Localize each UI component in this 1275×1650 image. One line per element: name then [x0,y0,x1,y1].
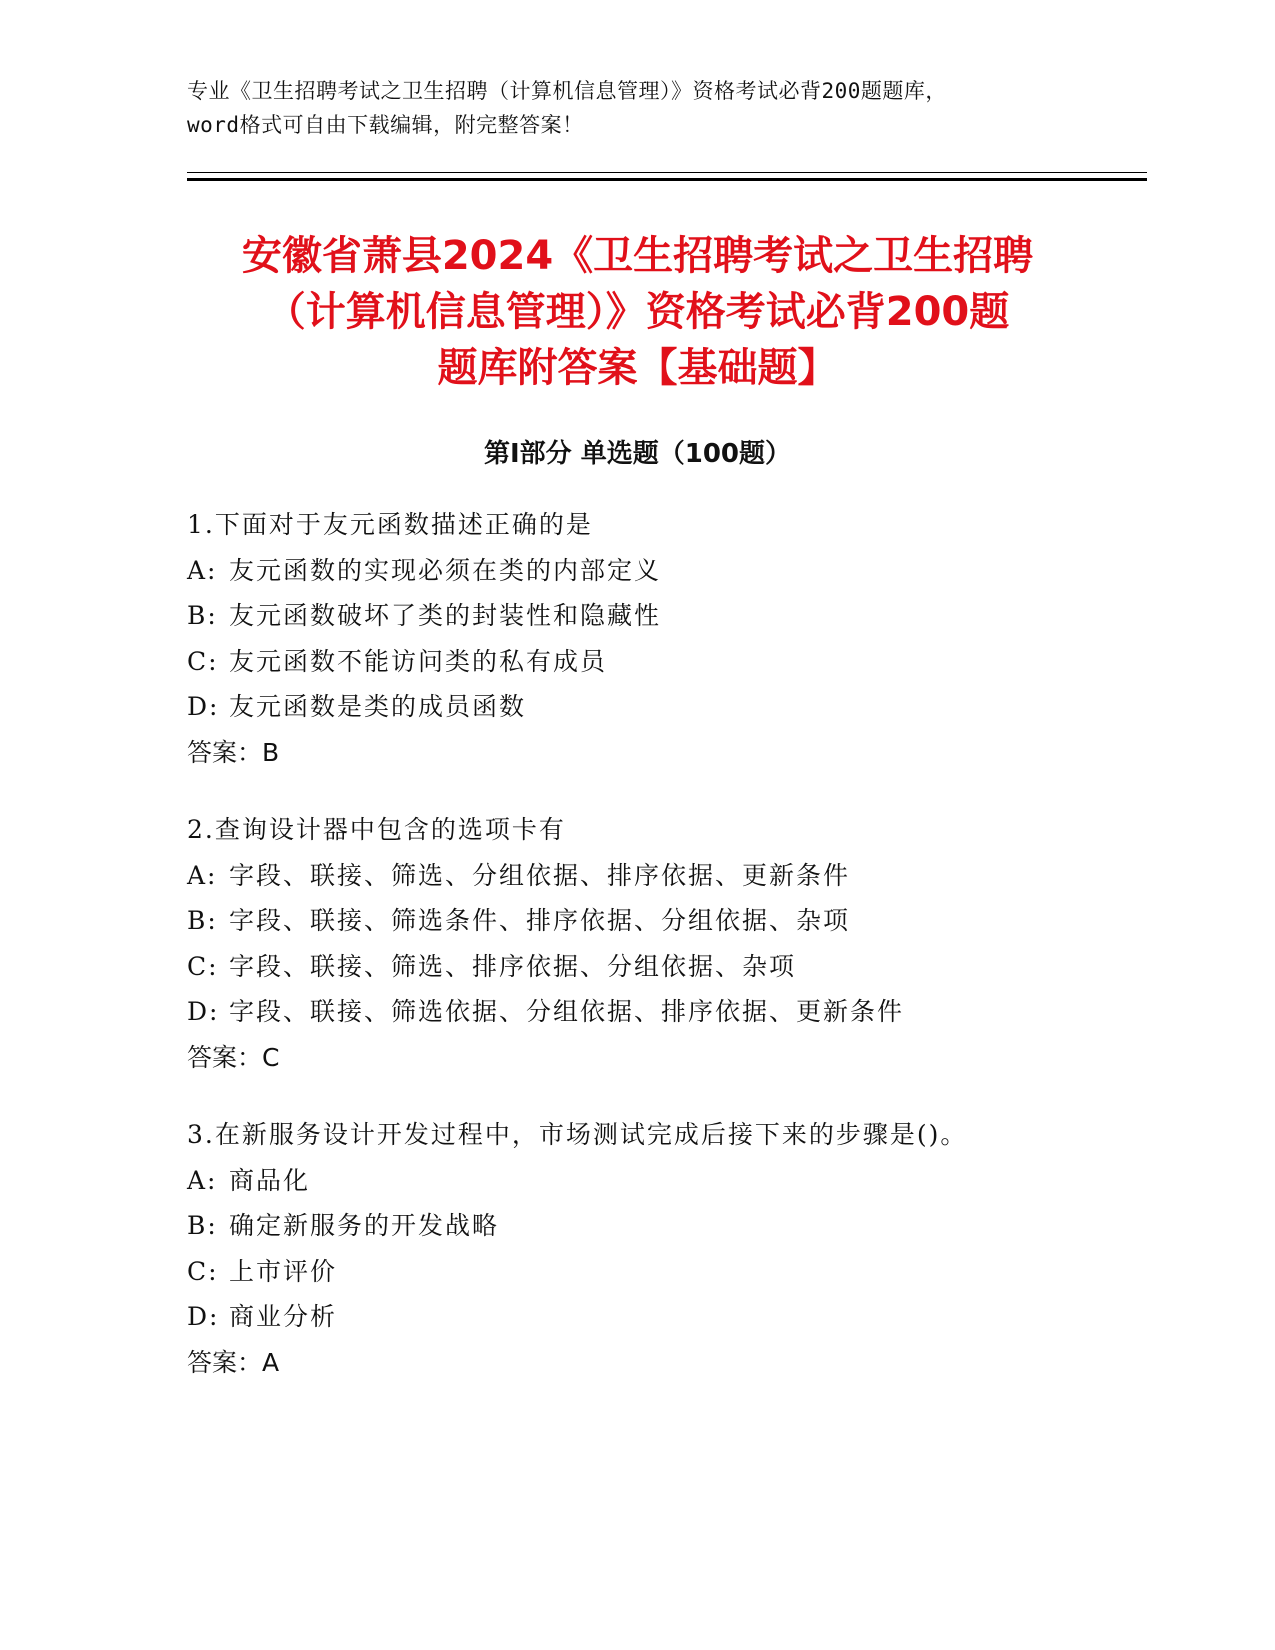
option-a [187,853,1167,899]
header-divider-thin [187,172,1147,173]
option-c [187,1249,1167,1295]
option-key: D: [187,692,220,721]
option-key: A: [187,555,218,585]
header-divider-thick [187,178,1147,181]
option-d [187,989,1167,1035]
option-key: D: [187,997,220,1026]
option-text: 友元函数是类的成员函数 [229,692,527,721]
option-b [187,593,1167,639]
option-key: C: [187,1256,219,1286]
question-3 [187,1112,1167,1385]
header-note-line-2: word格式可自由下载编辑，附完整答案！ [187,113,584,137]
option-d [187,684,1167,730]
option-text: 友元函数的实现必须在类的内部定义 [229,555,662,585]
header-note [187,74,1087,142]
option-key: A: [187,860,218,890]
document-title-line-2: （计算机信息管理）》资格考试必背200题 [265,289,1010,335]
question-stem: 3.在新服务设计开发过程中，市场测试完成后接下来的步骤是()。 [187,1120,968,1149]
option-text: 确定新服务的开发战略 [229,1211,500,1240]
section-title: 第Ⅰ部分 单选题（100题） [484,439,791,469]
option-c [187,639,1167,685]
option-text: 友元函数不能访问类的私有成员 [229,646,608,676]
option-key: A: [187,1165,218,1195]
document-title-line-1: 安徽省萧县2024《卫生招聘考试之卫生招聘 [241,233,1034,279]
option-b [187,1203,1167,1249]
option-text: 字段、联接、筛选、排序依据、分组依据、杂项 [229,951,797,981]
option-text: 商业分析 [229,1302,338,1331]
option-text: 友元函数破坏了类的封装性和隐藏性 [229,601,662,630]
answer: 答案：C [187,1042,280,1072]
option-a [187,548,1167,594]
question-2 [187,807,1167,1080]
option-text: 上市评价 [229,1256,338,1286]
option-d [187,1294,1167,1340]
answer: 答案：A [187,1347,280,1377]
option-text: 字段、联接、筛选依据、分组依据、排序依据、更新条件 [229,997,905,1026]
question-stem: 2.查询设计器中包含的选项卡有 [187,815,566,844]
option-a [187,1158,1167,1204]
question-stem: 1.下面对于友元函数描述正确的是 [187,510,593,539]
option-text: 商品化 [229,1165,311,1195]
answer: 答案：B [187,737,280,767]
option-c [187,944,1167,990]
option-key: B: [187,1211,218,1240]
header-note-line-1: 专业《卫生招聘考试之卫生招聘（计算机信息管理）》资格考试必背200题题库， [187,79,947,103]
option-key: B: [187,906,218,935]
option-key: C: [187,951,219,981]
option-key: B: [187,601,218,630]
document-title-line-3: 题库附答案【基础题】 [437,345,838,391]
option-key: C: [187,646,219,676]
option-b [187,898,1167,944]
option-key: D: [187,1302,220,1331]
option-text: 字段、联接、筛选、分组依据、排序依据、更新条件 [229,860,851,890]
question-1 [187,502,1167,775]
document-title [160,228,1115,396]
option-text: 字段、联接、筛选条件、排序依据、分组依据、杂项 [229,906,851,935]
